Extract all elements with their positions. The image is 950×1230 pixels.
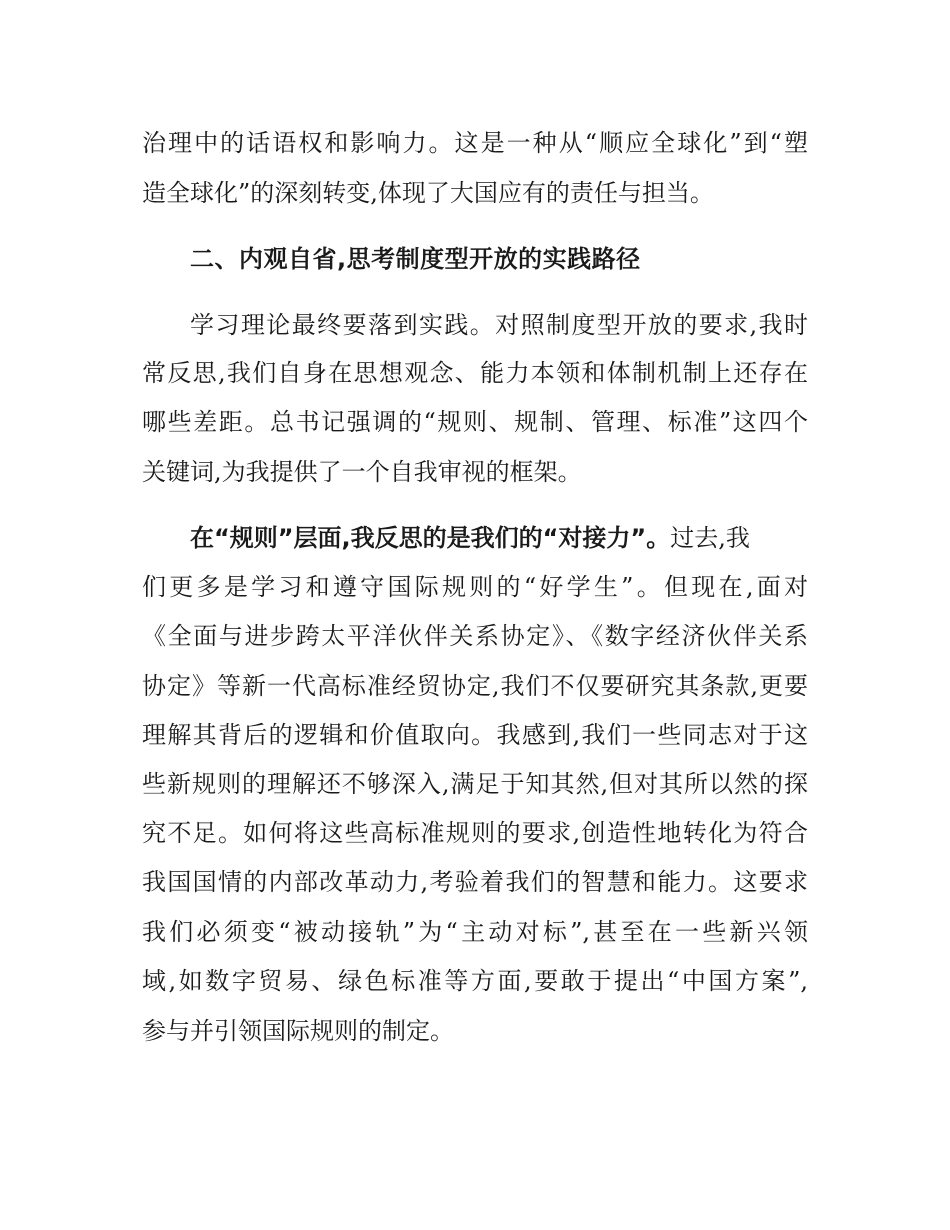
- paragraph-line: 学习理论最终要落到实践。对照制度型开放的要求,我时: [190, 311, 808, 339]
- paragraph-line: 我们必须变“被动接轨”为“主动对标”,甚至在一些新兴领: [142, 918, 808, 946]
- paragraph-line: 造全球化”的深刻转变,体现了大国应有的责任与担当。: [142, 179, 714, 207]
- paragraph-line: 们更多是学习和遵守国际规则的“好学生”。但现在,面对: [142, 573, 808, 601]
- paragraph-first-line: [190, 523, 808, 553]
- paragraph-line: 常反思,我们自身在思想观念、能力本领和体制机制上还存在: [142, 359, 808, 387]
- paragraph-line: 究不足。如何将这些高标准规则的要求,创造性地转化为符合: [142, 819, 808, 847]
- paragraph-lead: 在“规则”层面,我反思的是我们的“对接力”。: [190, 524, 671, 552]
- paragraph-line: 协定》等新一代高标准经贸协定,我们不仅要研究其条款,更要: [142, 672, 808, 700]
- paragraph-line: 治理中的话语权和影响力。这是一种从“顺应全球化”到“塑: [142, 129, 808, 157]
- paragraph-line: 哪些差距。总书记强调的“规则、规制、管理、标准”这四个: [142, 408, 808, 436]
- paragraph-line: 关键词,为我提供了一个自我审视的框架。: [142, 458, 582, 486]
- paragraph-line: 我国国情的内部改革动力,考验着我们的智慧和能力。这要求: [142, 868, 808, 896]
- paragraph-line: 理解其背后的逻辑和价值取向。我感到,我们一些同志对于这: [142, 721, 808, 749]
- paragraph-line: 《全面与进步跨太平洋伙伴关系协定》、《数字经济伙伴关系: [142, 622, 808, 650]
- section-heading: 二、内观自省,思考制度型开放的实践路径: [190, 245, 641, 273]
- paragraph-line: 些新规则的理解还不够深入,满足于知其然,但对其所以然的探: [142, 770, 808, 798]
- paragraph-line: 参与并引领国际规则的制定。: [142, 1017, 454, 1045]
- paragraph-line-rest: 过去,我: [670, 524, 750, 552]
- paragraph-line: 域,如数字贸易、绿色标准等方面,要敢于提出“中国方案”,: [142, 967, 808, 995]
